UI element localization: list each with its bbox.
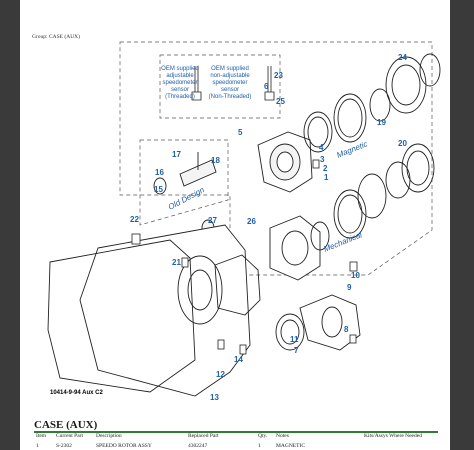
col-kits: Kits/Assys Where Needed	[364, 433, 422, 439]
callout-number: 13	[210, 393, 219, 402]
callout-number: 4	[319, 143, 324, 152]
col-item: Item	[36, 433, 47, 439]
col-description: Description	[96, 433, 122, 439]
callout-number: 22	[130, 215, 139, 224]
callout-number: 21	[172, 258, 181, 267]
callout-number: 5	[238, 128, 243, 137]
cell-description: SPEEDO ROTOR ASSY	[96, 443, 152, 449]
old-design-label: Old Design	[166, 185, 206, 212]
cell-notes: MAGNETIC	[276, 443, 306, 449]
oem-threaded-label-line: OEM supplied	[161, 66, 199, 72]
callout-number: 1	[324, 173, 329, 182]
cell-current-part: S-2302	[56, 443, 72, 449]
col-notes: Notes	[276, 433, 289, 439]
callout-number: 18	[211, 156, 220, 165]
callout-number: 9	[347, 283, 352, 292]
callout-number: 16	[155, 168, 164, 177]
callout-number: 15	[154, 185, 163, 194]
mechanical-label: Mechanical	[322, 230, 364, 254]
callout-number: 12	[216, 370, 225, 379]
callout-number: 23	[274, 71, 283, 80]
cell-replaced-part: 4302247	[188, 443, 208, 449]
callout-number: 14	[234, 355, 243, 364]
callout-number: 7	[294, 346, 299, 355]
oem-threaded-label-line: sensor	[170, 87, 190, 93]
speedometer-housing	[258, 132, 312, 192]
callout-number: 8	[344, 325, 349, 334]
callout-number: 24	[398, 53, 407, 62]
callout-number: 11	[290, 335, 299, 344]
cell-item: 1	[36, 443, 39, 449]
oem-threaded-label-line: speedometer	[162, 80, 198, 86]
callout-number: 2	[323, 164, 328, 173]
callout-number: 26	[247, 217, 256, 226]
callout-number: 19	[377, 118, 386, 127]
oem-nonthreaded-label-line: OEM supplied	[211, 66, 249, 72]
section-title: CASE (AUX)	[34, 419, 98, 431]
magnetic-label: Magnetic	[335, 139, 369, 160]
oem-threaded-label-line: (Threaded)	[165, 94, 195, 100]
magnetic-ring-stack	[304, 54, 440, 152]
document-page	[20, 0, 450, 450]
callout-number: 10	[351, 271, 360, 280]
callout-number: 27	[208, 216, 217, 225]
oem-nonthreaded-label-line: speedometer	[212, 80, 248, 86]
figure-id: 10414-9-94 Aux C2	[50, 390, 103, 396]
oem-nonthreaded-label-line: sensor	[220, 87, 240, 93]
callout-number: 6	[264, 82, 269, 91]
oem-nonthreaded-label	[209, 66, 252, 100]
exploded-parts-diagram	[20, 0, 450, 450]
cell-qty: 1	[258, 443, 261, 449]
group-label: Group: CASE (AUX)	[32, 34, 80, 40]
oem-nonthreaded-label-line: (Non-Threaded)	[208, 94, 252, 100]
callout-number: 3	[320, 155, 325, 164]
col-current-part: Current Part	[56, 433, 84, 439]
col-replaced-part: Replaced Part	[188, 433, 219, 439]
callout-number: 17	[172, 150, 181, 159]
oem-nonthreaded-label-line: non-adjustable	[210, 73, 250, 79]
col-qty: Qty.	[258, 433, 268, 439]
oem-threaded-label	[161, 66, 199, 100]
callout-number: 25	[276, 97, 285, 106]
callout-number: 20	[398, 139, 407, 148]
oem-threaded-label-line: adjustable	[166, 73, 194, 79]
